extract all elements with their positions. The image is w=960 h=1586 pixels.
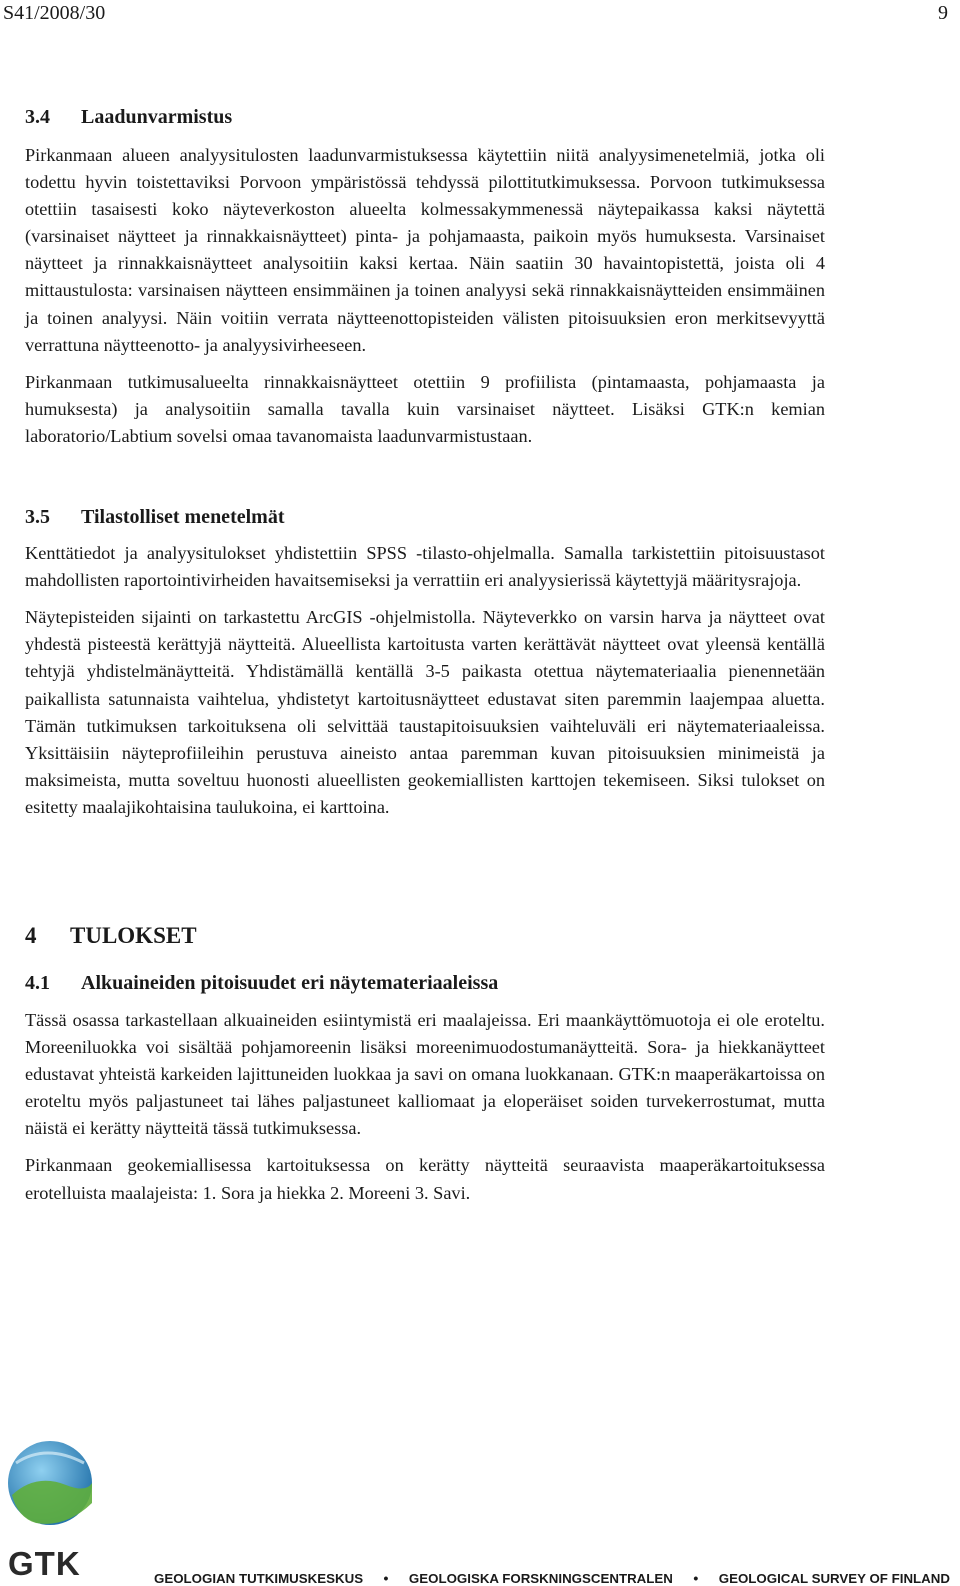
paragraph: Pirkanmaan alueen analyysitulosten laadunvarmistuksessa käytettiin niitä analyysimenetelmiä, jotka oli todettu hyvin toistettaviksi Porvoon ympäristössä tehdyssä pilottitutkimuksessa. Porvoon tutkimuksessa otettiin tasaisesti koko näyteverkoston alueelta kolmessakymmenessä näytepaikassa kaksi näytettä (varsinaiset näytteet ja rinnakkaisnäytteet) pinta- ja pohjamaasta, paikoin myös humuksesta. Varsinaiset näytteet ja rinnakkaisnäytteet analysoitiin kaksi kertaa. Näin saatiin 30 havaintopistettä, joista oli 4 mittaustulosta: varsinaisen näytteen ensimmäinen ja toinen analyysi sekä rinnakkaisnäytteiden ensimmäinen ja toinen analyysi. Näin voitiin verrata näytteenottopisteiden välisten pitoisuuksien eron merkitsevyyttä verrattuna näytteenotto- ja analyysivirheeseen. (25, 145, 825, 355)
section-title: Tilastolliset menetelmät (81, 506, 285, 529)
page-footer (0, 1433, 960, 1586)
section-number: 4.1 (25, 971, 50, 994)
agency-names (154, 1570, 950, 1586)
section-number: 3.4 (25, 106, 50, 128)
paragraph: Kenttätiedot ja analyysitulokset yhdistettiin SPSS -tilasto-ohjelmalla. Samalla tarkistettiin pitoisuustasot mahdollisten raportointivirheiden havaitsemiseksi ja verrattiin eri analyysierissä käytettyjä määritysrajoja. (25, 543, 825, 591)
section-title: Laadunvarmistus (81, 106, 233, 128)
section-title: TULOKSET (70, 922, 197, 948)
paragraph: Pirkanmaan geokemiallisessa kartoituksessa on kerätty näytteitä seuraavista maaperäkartoituksessa erotelluista maalajeista: 1. Sora ja hiekka 2. Moreeni 3. Savi. (25, 1155, 825, 1203)
chapter-heading-4 (25, 921, 825, 951)
page-number: 9 (938, 2, 948, 24)
logo-text: GTK (8, 1545, 81, 1582)
document-id: S41/2008/30 (3, 2, 106, 24)
agency-name-fi: GEOLOGIAN TUTKIMUSKESKUS (154, 1570, 364, 1586)
paragraph: Tässä osassa tarkastellaan alkuaineiden esiintymistä eri maalajeissa. Eri maankäyttömuotoja ei ole eroteltu. Moreeniluokka voi sisältää pohjamoreenin lisäksi moreenimuodostumanäytteitä. Sora- ja hiekkanäytteet edustavat yhteistä karkeiden lajittuneiden luokkaa ja savi on omana luokkanaan. GTK:n maaperäkartoissa on eroteltu myös paljastuneet tai lähes paljastuneet kalliomaat ja eloperäiset soiden turvekerrostumat, mutta näistä ei kerätty näytteitä tässä tutkimuksessa. (25, 1009, 825, 1139)
agency-name-en: GEOLOGICAL SURVEY OF FINLAND (718, 1570, 950, 1586)
paragraph: Pirkanmaan tutkimusalueelta rinnakkaisnäytteet otettiin 9 profiilista (pintamaasta, pohjamaasta ja humuksesta) ja analysoitiin samalla tavalla kuin varsinaiset näytteet. Lisäksi GTK:n kemian laboratorio/Labtium sovelsi omaa tavanomaista laadunvarmistustaan. (25, 371, 825, 446)
separator-bullet: • (383, 1570, 389, 1586)
section-number: 4 (25, 922, 37, 948)
page-content (25, 103, 825, 1207)
page-header (0, 0, 960, 30)
section-heading-4-1 (25, 969, 825, 997)
section-heading-3-4 (25, 103, 825, 131)
separator-bullet: • (693, 1570, 699, 1586)
paragraph: Näytepisteiden sijainti on tarkastettu ArcGIS -ohjelmistolla. Näyteverkko on varsin harva ja näytteet ovat yhdestä pisteestä kerättyjä näytteitä. Alueellista kartoitusta varten kerättävät näytteet ovat yleensä kentällä tehtyjä yhdistelmänäytteitä. Yhdistämällä kentällä 3-5 paikasta otettua näytemateriaalia pienennetään paikallista satunnaista vaihtelua, yhdistetyt kartoitusnäytteet edustavat siten paremmin laajempaa aluetta. Tämän tutkimuksen tarkoituksena oli selvittää taustapitoisuuksien vaihteluväli eri näytemateriaaleissa. Yksittäisiin näyteprofiileihin perustuva aineisto antaa paremman kuvan pitoisuuksien minimeistä ja maksimeista, mutta soveltuu huonosti alueellisten geokemiallisten karttojen tekemiseen. Siksi tulokset on esitetty maalajikohtaisina taulukoina, ei karttoina. (25, 607, 825, 817)
agency-name-sv: GEOLOGISKA FORSKNINGSCENTRALEN (408, 1570, 673, 1586)
section-title: Alkuaineiden pitoisuudet eri näytemateriaaleissa (81, 971, 499, 994)
section-heading-3-5 (25, 503, 825, 531)
section-number: 3.5 (25, 506, 50, 529)
